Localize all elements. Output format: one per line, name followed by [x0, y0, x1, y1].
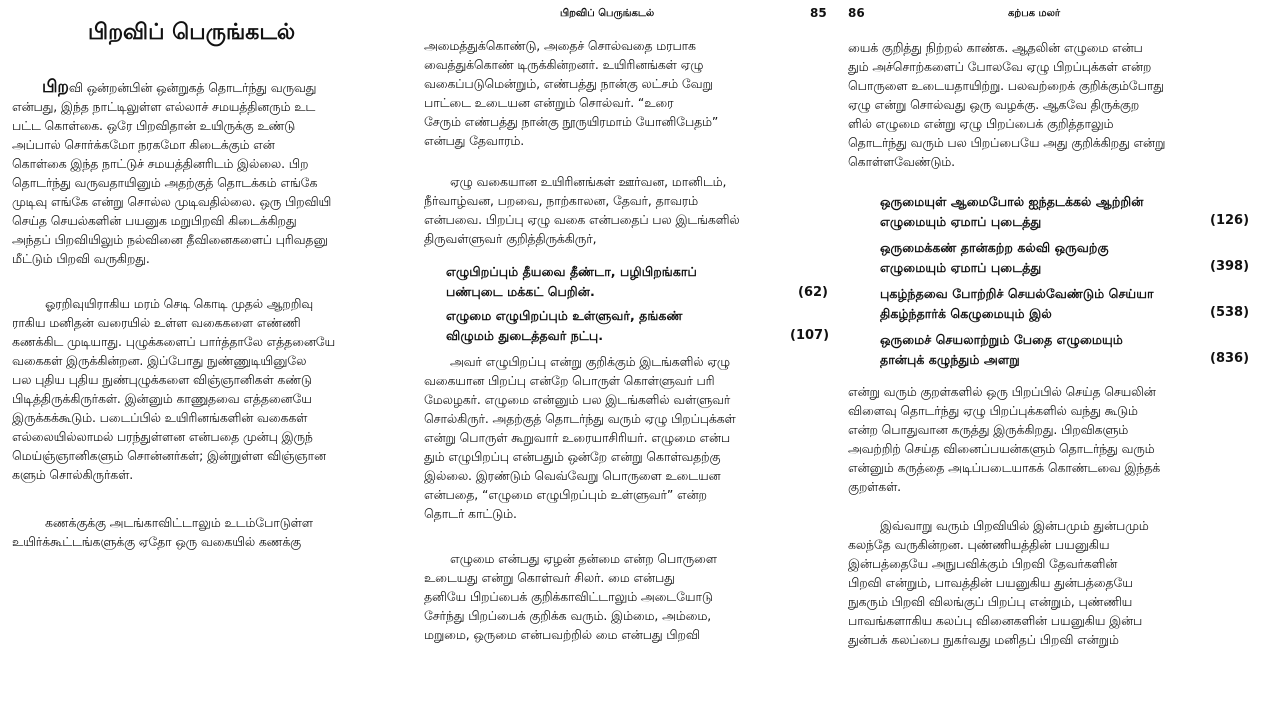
- text-line: இல்லை. இரண்டும் வெவ்வேறு பொருளை உடையன: [424, 468, 721, 483]
- verse-number: (836): [1210, 351, 1250, 366]
- text-line: தும் எழுபிறப்பு என்பதும் ஒன்றே என்று கொள்வதற்கு: [424, 449, 721, 464]
- text-line: அந்தப் பிறவியிலும் நல்வினை தீவினைகளைப் புரிவதனு: [12, 232, 328, 247]
- verse-line: தான்புக் கழுந்தும் அளறு: [880, 352, 1020, 367]
- text-line: எழுமை என்பது ஏழன் தன்மை என்ற பொருளை: [450, 551, 717, 566]
- text-line: களும் சொல்கிருர்கள்.: [12, 467, 134, 482]
- text-line: தும் அச்சொற்களைப் போலவே ஏழு பிறப்புக்கள் என்ற: [848, 59, 1152, 74]
- text-line: பல புதிய புதிய நுண்புழுக்களை விஞ்ஞானிகள் கண்டு: [12, 372, 312, 387]
- text-line: துன்பக் கலப்பை நுகர்வது மனிதப் பிறவி என்றும்: [848, 632, 1119, 647]
- text-line: கணக்குக்கு அடங்காவிட்டாலும் உடம்போடுள்ள: [45, 515, 313, 530]
- text-line: நுகரும் பிறவி விலங்குப் பிறப்பு என்றும், புண்ணிய: [848, 594, 1133, 609]
- text-line: தொடர்ந்து வரும் பல பிறப்பையே அது குறிக்கிறது என்று: [848, 135, 1166, 150]
- text-line: பிடித்திருக்கிருர்கள். இன்னும் காணுதவை எத்தனையே: [12, 391, 312, 406]
- text-line: என்பவை. பிறப்பு ஏழு வகை என்பதைப் பல இடங்களில்: [424, 212, 740, 227]
- text-line: விளைவு தொடர்ந்து ஏழு பிறப்புக்களில் வந்து கூடும்: [848, 403, 1138, 418]
- text-line: வகைகள் இருக்கின்றன. இப்போது நுண்ணுடியினுலே: [12, 353, 307, 368]
- verse-line: ஒருமைக்கண் தான்கற்ற கல்வி ஒருவற்கு: [880, 240, 1109, 255]
- text-line: பொருளை உடையதாயிற்று. பலவற்றைக் குறிக்கும்போது: [848, 78, 1164, 93]
- text-line: மேலழகர். எழுமை என்னும் பல இடங்களில் வள்ளுவர்: [424, 392, 731, 407]
- text-line: என்று வரும் குறள்களில் ஒரு பிறப்பில் செய்த செயலின்: [848, 384, 1156, 399]
- text-line: தொடர்ந்து வருவதாயினும் அதற்குத் தொடக்கம் எங்கே: [12, 175, 318, 190]
- verse-line: விழுமம் துடைத்தவர் நட்பு.: [446, 328, 603, 343]
- verse-line: எழுமையும் ஏமாப் புடைத்து: [880, 214, 1042, 229]
- text-line: நீர்வாழ்வன, பறவை, நாற்காலன, தேவர், தாவரம்: [424, 193, 698, 208]
- verse-line: பண்புடை மக்கட் பெறின்.: [446, 284, 595, 299]
- text-line: வகையான பிறப்பு என்றே பொருள் கொள்ளுவர் பரி: [424, 373, 715, 388]
- text-line: அமைத்துக்கொண்டு, அதைச் சொல்வதை மரபாக: [424, 38, 696, 53]
- text-line: என்பது தேவாரம்.: [424, 133, 525, 148]
- text-line: கொள்கை இந்த நாட்டுச் சமயத்தினரிடம் இல்லை. பிற: [12, 156, 309, 171]
- verse-line: ஒருமையுள் ஆமைபோல் ஐந்தடக்கல் ஆற்றின்: [880, 194, 1144, 209]
- text-line: வைத்துக்கொண் டிருக்கின்றனர். உயிரினங்கள் ஏழு: [424, 57, 704, 72]
- text-line: என்பதை, “எழுமை எழுபிறப்பும் உள்ளுவர்” என்ற: [424, 487, 707, 502]
- verse-line: ஒருமைச் செயலாற்றும் பேதை எழுமையும்: [880, 332, 1123, 347]
- text-line: திருவள்ளுவர் குறித்திருக்கிருர்,: [424, 231, 597, 246]
- text-line: உடையது என்று கொள்வர் சிலர். மை என்பது: [424, 570, 675, 585]
- text-line: குறள்கள்.: [848, 479, 901, 494]
- verse-line: எழுமையும் ஏமாப் புடைத்து: [880, 260, 1042, 275]
- text-line: என்னும் கருத்தை அடிப்படையாகக் கொண்டவை இந்தக்: [848, 460, 1161, 475]
- text-line: அவர் எழுபிறப்பு என்று குறிக்கும் இடங்களில் ஏழு: [450, 354, 730, 369]
- text-line: சொல்கிருர். அதற்குத் தொடர்ந்து வரும் ஏழு பிறப்புக்கள்: [424, 411, 736, 426]
- text-line: கலந்தே வருகின்றன. புண்ணியத்தின் பயனுகிய: [848, 537, 1110, 552]
- running-header: கற்பக மலர்: [1008, 8, 1061, 19]
- text-line: பாவங்களாகிய கலப்பு வினைகளின் பயனுகிய இன்ப: [848, 613, 1143, 628]
- text-line: பிறவி என்றும், பாவத்தின் பயனுகிய துன்பத்தையே: [848, 575, 1133, 590]
- text-line: முடிவு எங்கே என்று சொல்ல முடிவதில்லை. ஒரு பிறவியி: [12, 194, 332, 209]
- text-line: அப்பால் சொர்க்கமோ நரகமோ கிடைக்கும் என்: [12, 137, 275, 152]
- verse-number: (126): [1210, 213, 1250, 228]
- verse-line: புகழ்ந்தவை போற்றிச் செயல்வேண்டும் செய்யா: [880, 286, 1154, 301]
- page-85-column: [410, 0, 830, 712]
- text-line: ஓரறிவுயிராகிய மரம் செடி கொடி முதல் ஆறறிவு: [45, 296, 314, 311]
- text-line: ஏழு என்று சொல்வது ஒரு வழக்கு. ஆகவே திருக்குற: [848, 97, 1140, 112]
- text-line: மீட்டும் பிறவி வருகிறது.: [12, 251, 150, 266]
- verse-line: எழுபிறப்பும் தீயவை தீண்டா, பழிபிறங்காப்: [446, 264, 697, 279]
- text-line: என்ற பொதுவான கருத்து இருக்கிறது. பிறவிகளும்: [848, 422, 1129, 437]
- text-line: பட்ட கொள்கை. ஒரே பிறவிதான் உயிருக்கு உண்டு: [12, 118, 296, 133]
- text-line: தொடர் காட்டும்.: [424, 506, 517, 521]
- text-line: மெய்ஞ்ஞானிகளும் சொன்னர்கள்; இன்றுள்ள விஞ்ஞான: [12, 448, 326, 463]
- text-line: பிறவி ஒன்றன்பின் ஒன்றுகத் தொடர்ந்து வருவது: [12, 78, 316, 97]
- verse-line: திகழ்ந்தார்க் கெழுமையும் இல்: [880, 306, 1052, 321]
- text-line: கொள்ளவேண்டும்.: [848, 154, 955, 169]
- text-line: அவற்றிற் செய்த வினைப்பயன்களும் தொடர்ந்து வரும்: [848, 441, 1155, 456]
- text-line: செய்த செயல்களின் பயனுக மறுபிறவி கிடைக்கிறது: [12, 213, 297, 228]
- text-line: கணக்கிட முடியாது. புழுக்களைப் பார்த்தாலே எத்தனையே: [12, 334, 336, 349]
- verse-number: (398): [1210, 259, 1250, 274]
- text-line: சேர்ந்து பிறப்பைக் குறிக்க வரும். இம்மை, அம்மை,: [424, 608, 712, 623]
- text-line: யைக் குறித்து நிற்றல் காண்க. ஆதலின் எழுமை என்ப: [848, 40, 1143, 55]
- text-line: இவ்வாறு வரும் பிறவியில் இன்பமும் துன்பமும்: [880, 518, 1149, 533]
- text-line: தனியே பிறப்பைக் குறிக்காவிட்டாலும் அடையோடு: [424, 589, 713, 604]
- drop-cap: பிற: [42, 77, 69, 97]
- text-line: இன்பத்தையே அநுபவிக்கும் பிறவி தேவர்களின்: [848, 556, 1118, 571]
- verse-line: எழுமை எழுபிறப்பும் உள்ளுவர், தங்கண்: [446, 308, 683, 323]
- verse-number: (107): [790, 328, 830, 343]
- page-86-column: [838, 0, 1264, 712]
- text-line: மறுமை, ஒருமை என்பவற்றில் மை என்பது பிறவி: [424, 627, 700, 642]
- text-line: என்று பொருள் கூறுவார் உரையாசிரியர். எழுமை என்ப: [424, 430, 731, 445]
- verse-number: (538): [1210, 305, 1250, 320]
- text-line: உயிர்க்கூட்டங்களுக்கு ஏதோ ஒரு வகையில் கணக்கு: [12, 534, 302, 549]
- text-line: என்பது, இந்த நாட்டிலுள்ள எல்லாச் சமயத்தினரும் உட: [12, 99, 316, 114]
- text-line: ராகிய மனிதன் வரையில் உள்ள வகைகளை எண்ணி: [12, 315, 301, 330]
- page-title: பிறவிப் பெருங்கடல்: [88, 20, 296, 45]
- page-number: 85: [810, 6, 827, 20]
- page-number: 86: [848, 6, 865, 20]
- text-line: சேரும் எண்பத்து நான்கு நூருயிரமாம் யோனிபேதம்”: [424, 114, 719, 129]
- text-line: ளில் எழுமை என்று ஏழு பிறப்பைக் குறித்தாலும்: [848, 116, 1114, 131]
- running-header: பிறவிப் பெருங்கடல்: [560, 8, 655, 19]
- text-line: இருக்கக்கூடும். படைப்பில் உயிரினங்களின் வகைகள்: [12, 410, 308, 425]
- page-left-column: [0, 0, 410, 712]
- text-line: ஏழு வகையான உயிரினங்கள் ஊர்வன, மானிடம்,: [450, 174, 727, 189]
- text-line: எல்லையில்லாமல் பரந்துள்ளன என்பதை முன்பு இருந்: [12, 429, 313, 444]
- text-line: வகைப்படுமென்றும், எண்பத்து நான்கு லட்சம் வேறு: [424, 76, 713, 91]
- text-line: பாட்டை உடையன என்றும் சொல்வர். “உரை: [424, 95, 674, 110]
- verse-number: (62): [798, 285, 828, 300]
